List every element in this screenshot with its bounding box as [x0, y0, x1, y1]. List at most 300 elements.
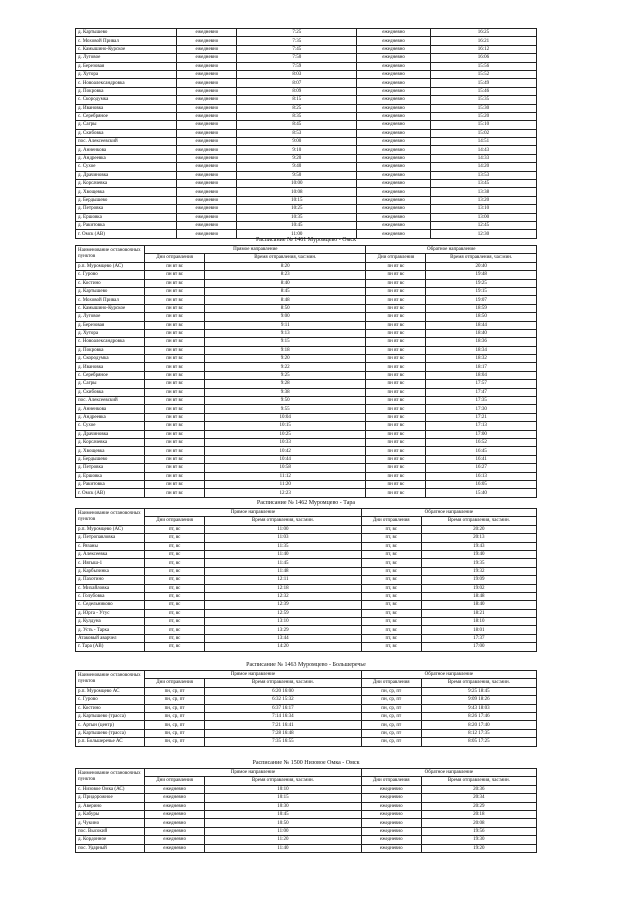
stop-name-cell: д. Ершовка — [76, 472, 145, 480]
days-back-cell: пт, вс — [361, 542, 421, 550]
table-row — [76, 205, 537, 213]
time-back-cell: 17:30 — [426, 405, 537, 413]
days-cell: пт, вс — [145, 534, 205, 542]
table-row — [76, 329, 537, 337]
days-cell: пт, вс — [145, 584, 205, 592]
days-cell: ежедневно — [145, 785, 205, 793]
days-cell: пн вт вс — [145, 296, 205, 304]
time-cell: 9:25 — [205, 371, 366, 379]
days-cell: ежедневно — [177, 104, 237, 112]
days-back-cell: пн, ср, пт — [361, 729, 421, 737]
days-cell: пн вт вс — [145, 329, 205, 337]
time-cell: 6:37 16:17 — [205, 704, 362, 712]
days-back-cell: пн вт вс — [366, 472, 426, 480]
header-forward: Прямое направление — [145, 671, 362, 679]
days-cell: пт, вс — [145, 634, 205, 642]
header-forward: Прямое направление — [145, 769, 362, 777]
days-cell: ежедневно — [177, 54, 237, 62]
days-cell: пн вт вс — [145, 422, 205, 430]
table-row — [76, 704, 537, 712]
days-cell: пн вт вс — [145, 430, 205, 438]
days-back-cell: пт, вс — [361, 609, 421, 617]
days-back-cell: пт, вс — [361, 567, 421, 575]
days-back-cell: пн вт вс — [366, 464, 426, 472]
stop-name-cell: с. Сухое — [76, 163, 177, 171]
days-cell: ежедневно — [177, 213, 237, 221]
time-cell: 12:11 — [205, 576, 362, 584]
days-back-cell: пт, вс — [361, 618, 421, 626]
days-back-cell: пн, ср, пт — [361, 704, 421, 712]
days-cell: пн вт вс — [145, 455, 205, 463]
stop-name-cell: д. Луговое — [76, 313, 145, 321]
time-cell: 9:50 — [237, 171, 357, 179]
table-row — [76, 687, 537, 695]
days-cell: пн, ср, пт — [145, 721, 205, 729]
time-cell: 11:00 — [237, 230, 357, 238]
header-time-back: Время отправления, час:мин. — [421, 777, 536, 785]
time-back-cell: 13:45 — [430, 180, 536, 188]
days-back-cell: ежедневно — [361, 802, 421, 810]
days-cell: пн вт вс — [145, 489, 205, 497]
days-cell: пт, вс — [145, 618, 205, 626]
time-cell: 9:18 — [205, 346, 366, 354]
stop-name-cell: д. Скибовка — [76, 129, 177, 137]
days-back-cell: ежедневно — [357, 138, 431, 146]
time-cell: 9:10 — [237, 146, 357, 154]
days-cell: пн, ср, пт — [145, 696, 205, 704]
table-row — [76, 567, 537, 575]
days-cell: пн вт вс — [145, 388, 205, 396]
days-back-cell: пн вт вс — [366, 388, 426, 396]
table-row — [76, 601, 537, 609]
time-back-cell: 18:40 — [426, 329, 537, 337]
time-cell: 12:32 — [205, 592, 362, 600]
table-row — [76, 271, 537, 279]
time-back-cell: 15:52 — [430, 70, 536, 78]
time-back-cell: 19:48 — [426, 271, 537, 279]
stop-name-cell: д. Ивановка — [76, 104, 177, 112]
time-cell: 7:35 — [237, 37, 357, 45]
time-cell: 7:50 — [237, 54, 357, 62]
table-row — [76, 576, 537, 584]
days-back-cell: ежедневно — [357, 96, 431, 104]
days-cell: пт, вс — [145, 567, 205, 575]
days-cell: пт, вс — [145, 609, 205, 617]
time-back-cell: 18:36 — [426, 338, 537, 346]
time-cell: 9:00 — [237, 138, 357, 146]
stop-name-cell: с. Артын (центр) — [76, 721, 145, 729]
days-cell: ежедневно — [145, 794, 205, 802]
time-back-cell: 18:10 — [421, 618, 536, 626]
time-back-cell: 16:06 — [430, 54, 536, 62]
days-cell: пт, вс — [145, 550, 205, 558]
time-back-cell: 9:25 18:45 — [421, 687, 536, 695]
table-row — [76, 472, 537, 480]
schedule-table — [75, 28, 537, 239]
days-cell: ежедневно — [177, 29, 237, 37]
days-cell: пн, ср, пт — [145, 712, 205, 720]
stop-name-cell: с. Костино — [76, 704, 145, 712]
days-back-cell: ежедневно — [357, 146, 431, 154]
days-cell: ежедневно — [145, 819, 205, 827]
stop-name-cell: д. Драчиновка — [76, 430, 145, 438]
time-back-cell: 15:35 — [430, 96, 536, 104]
table-row — [76, 54, 537, 62]
stop-name-cell: с. Моховой Привал — [76, 296, 145, 304]
days-cell: пн, ср, пт — [145, 687, 205, 695]
days-cell: ежедневно — [177, 129, 237, 137]
days-back-cell: пн вт вс — [366, 455, 426, 463]
table-row — [76, 154, 537, 162]
header-days: Дни отправления — [145, 254, 205, 262]
header-back: Обратное направление — [361, 769, 536, 777]
time-back-cell: 17:37 — [421, 634, 536, 642]
days-back-cell: пт, вс — [361, 584, 421, 592]
time-back-cell: 14:51 — [430, 138, 536, 146]
stop-name-cell: д. Сагры — [76, 121, 177, 129]
days-cell: пн вт вс — [145, 405, 205, 413]
time-back-cell: 8:05 17:25 — [421, 738, 536, 746]
table-row — [76, 422, 537, 430]
time-back-cell: 9:09 18:26 — [421, 696, 536, 704]
header-days-back: Дни отправления — [361, 679, 421, 687]
days-back-cell: ежедневно — [357, 196, 431, 204]
table-row — [76, 542, 537, 550]
days-back-cell: ежедневно — [357, 54, 431, 62]
days-back-cell: ежедневно — [357, 121, 431, 129]
days-back-cell: пн вт вс — [366, 329, 426, 337]
time-cell: 8:25 — [237, 104, 357, 112]
days-back-cell: ежедневно — [357, 213, 431, 221]
days-cell: пн вт вс — [145, 346, 205, 354]
time-cell: 6:20 16:00 — [205, 687, 362, 695]
time-cell: 12:59 — [205, 609, 362, 617]
time-cell: 10:45 — [205, 810, 362, 818]
stop-name-cell: с. Камышино-Курское — [76, 45, 177, 53]
table-row — [76, 70, 537, 78]
days-back-cell: пт, вс — [361, 559, 421, 567]
table-row — [76, 321, 537, 329]
days-back-cell: пн вт вс — [366, 321, 426, 329]
time-back-cell: 19:15 — [426, 287, 537, 295]
header-time-back: Время отправления, час:мин. — [421, 517, 536, 525]
time-back-cell: 18:04 — [426, 371, 537, 379]
stop-name-cell: д. Сагры — [76, 380, 145, 388]
table-row — [76, 104, 537, 112]
time-back-cell: 16:12 — [430, 45, 536, 53]
days-back-cell: пн вт вс — [366, 363, 426, 371]
table-row — [76, 534, 537, 542]
days-cell: ежедневно — [177, 230, 237, 238]
schedule-table — [75, 508, 537, 652]
time-back-cell: 18:44 — [426, 321, 537, 329]
time-back-cell: 19:43 — [421, 542, 536, 550]
time-back-cell: 8:20 17:40 — [421, 721, 536, 729]
table-row — [76, 296, 537, 304]
time-back-cell: 16:27 — [426, 464, 537, 472]
table-row — [76, 388, 537, 396]
time-cell: 11:00 — [205, 525, 362, 533]
header-back: Обратное направление — [361, 671, 536, 679]
days-back-cell: пн вт вс — [366, 338, 426, 346]
days-cell: ежедневно — [145, 836, 205, 844]
stop-name-cell: д. Ивановка — [76, 363, 145, 371]
time-back-cell: 13:38 — [430, 188, 536, 196]
time-back-cell: 19:07 — [426, 296, 537, 304]
stop-name-cell: д. Андреевка — [76, 154, 177, 162]
schedule-title: Расписание № 1463 Муромцево - Большеречье — [246, 662, 366, 668]
table-row — [76, 45, 537, 53]
days-back-cell: ежедневно — [357, 70, 431, 78]
stop-name-cell: пос. Ударный — [76, 844, 145, 852]
days-back-cell: ежедневно — [361, 844, 421, 852]
time-back-cell: 18:34 — [426, 346, 537, 354]
time-cell: 11:20 — [205, 480, 366, 488]
days-cell: пт, вс — [145, 601, 205, 609]
time-cell: 7:35 16:55 — [205, 738, 362, 746]
time-cell: 7:21 16:41 — [205, 721, 362, 729]
days-back-cell: пт, вс — [361, 626, 421, 634]
days-cell: ежедневно — [177, 154, 237, 162]
days-back-cell: ежедневно — [357, 104, 431, 112]
stop-name-cell: д. Картышево — [76, 29, 177, 37]
table-row — [76, 721, 537, 729]
time-cell: 10:42 — [205, 447, 366, 455]
time-cell: 10:08 — [237, 188, 357, 196]
time-cell: 10:04 — [205, 413, 366, 421]
days-back-cell: пт, вс — [361, 550, 421, 558]
time-cell: 9:22 — [205, 363, 366, 371]
time-cell: 9:38 — [205, 388, 366, 396]
time-back-cell: 15:40 — [426, 489, 537, 497]
days-back-cell: пн, ср, пт — [361, 721, 421, 729]
time-cell: 10:15 — [237, 196, 357, 204]
stop-name-cell: с. Михайловка — [76, 584, 145, 592]
days-back-cell: ежедневно — [357, 29, 431, 37]
table-row — [76, 592, 537, 600]
time-cell: 10:15 — [205, 422, 366, 430]
table-row — [76, 738, 537, 746]
table-row — [76, 559, 537, 567]
header-forward: Прямое направление — [145, 246, 366, 254]
stop-name-cell: с. Гурово — [76, 696, 145, 704]
table-row — [76, 525, 537, 533]
table-row — [76, 634, 537, 642]
table-row — [76, 171, 537, 179]
time-cell: 8:45 — [237, 121, 357, 129]
days-cell: пн, ср, пт — [145, 738, 205, 746]
table-row — [76, 121, 537, 129]
time-back-cell: 19:20 — [421, 844, 536, 852]
days-back-cell: пн вт вс — [366, 287, 426, 295]
stop-name-cell: д. Алексеевка — [76, 550, 145, 558]
time-back-cell: 9:43 18:03 — [421, 704, 536, 712]
table-row — [76, 355, 537, 363]
header-days: Дни отправления — [145, 777, 205, 785]
table-row — [76, 380, 537, 388]
time-cell: 11:03 — [205, 534, 362, 542]
days-back-cell: пн вт вс — [366, 304, 426, 312]
stop-name-cell: д. Ракитовка — [76, 221, 177, 229]
stop-name-cell: Атаковый аварчел — [76, 634, 145, 642]
time-back-cell: 13:10 — [430, 205, 536, 213]
table-row — [76, 802, 537, 810]
stop-name-cell: д. Скибовка — [76, 388, 145, 396]
time-cell: 12:39 — [205, 601, 362, 609]
stop-name-cell: д. Кабуры — [76, 810, 145, 818]
stop-name-cell: г. Тара (АВ) — [76, 643, 145, 651]
time-cell: 9:00 — [205, 313, 366, 321]
stop-name-cell: д. Картышево — [76, 287, 145, 295]
days-back-cell: пн вт вс — [366, 422, 426, 430]
time-cell: 9:20 — [205, 355, 366, 363]
time-back-cell: 15:56 — [430, 62, 536, 70]
time-back-cell: 12:45 — [430, 221, 536, 229]
days-back-cell: ежедневно — [357, 188, 431, 196]
days-back-cell: пн вт вс — [366, 279, 426, 287]
stop-name-cell: д. Петровка — [76, 205, 177, 213]
time-cell: 8:03 — [237, 70, 357, 78]
stop-name-cell: д. Пахотино — [76, 576, 145, 584]
days-back-cell: пт, вс — [361, 643, 421, 651]
schedule-title: Расписание № 1500 Низовое Омка - Омск — [252, 760, 360, 766]
time-cell: 10:35 — [237, 213, 357, 221]
days-cell: ежедневно — [145, 802, 205, 810]
stop-name-cell: д. Аверино — [76, 802, 145, 810]
days-cell: ежедневно — [177, 37, 237, 45]
stop-name-cell: д. Придорожное — [76, 794, 145, 802]
table-row — [76, 138, 537, 146]
time-back-cell: 20:29 — [421, 802, 536, 810]
time-back-cell: 16:05 — [426, 480, 537, 488]
time-back-cell: 17:13 — [426, 422, 537, 430]
days-back-cell: пт, вс — [361, 576, 421, 584]
days-cell: пн вт вс — [145, 304, 205, 312]
header-back: Обратное направление — [366, 246, 537, 254]
stop-name-cell: д. Скородумка — [76, 355, 145, 363]
days-cell: ежедневно — [177, 96, 237, 104]
stop-name-cell: пос. Алексеевский — [76, 138, 177, 146]
days-cell: пт, вс — [145, 542, 205, 550]
schedule-title: Расписание № 1461 Муромцево - Омск — [255, 237, 357, 243]
stop-name-cell: с. Новоалександровка — [76, 79, 177, 87]
header-time: Время отправления, час:мин. — [205, 777, 362, 785]
days-back-cell: ежедневно — [357, 37, 431, 45]
time-cell: 10:30 — [205, 802, 362, 810]
table-row — [76, 609, 537, 617]
header-points: Наименование остановочных пунктов — [76, 769, 145, 786]
time-cell: 14:20 — [205, 643, 362, 651]
stop-name-cell: д. Бердышево — [76, 455, 145, 463]
days-back-cell: пн вт вс — [366, 313, 426, 321]
table-row — [76, 794, 537, 802]
time-cell: 8:48 — [205, 296, 366, 304]
header-days: Дни отправления — [145, 679, 205, 687]
days-cell: ежедневно — [177, 121, 237, 129]
time-cell: 7:45 — [237, 45, 357, 53]
time-back-cell: 17:21 — [426, 413, 537, 421]
time-back-cell: 20:08 — [421, 819, 536, 827]
table-row — [76, 371, 537, 379]
days-back-cell: ежедневно — [357, 180, 431, 188]
stop-name-cell: с. Голубовка — [76, 592, 145, 600]
header-points: Наименование остановочных пунктов — [76, 509, 145, 526]
table-row — [76, 643, 537, 651]
days-cell: пн вт вс — [145, 397, 205, 405]
stop-name-cell: д. Корсачевка — [76, 438, 145, 446]
time-back-cell: 14:43 — [430, 146, 536, 154]
table-row — [76, 29, 537, 37]
time-back-cell: 18:01 — [421, 626, 536, 634]
table-row — [76, 79, 537, 87]
days-cell: ежедневно — [177, 205, 237, 213]
days-back-cell: пн вт вс — [366, 405, 426, 413]
schedule-section-1463 — [75, 662, 537, 747]
time-cell: 13:29 — [205, 626, 362, 634]
time-cell: 10:25 — [237, 205, 357, 213]
stop-name-cell: с. Костино — [76, 279, 145, 287]
stop-name-cell: с. Рязаны — [76, 542, 145, 550]
days-cell: пт, вс — [145, 576, 205, 584]
time-back-cell: 18:48 — [421, 592, 536, 600]
stop-name-cell: с. Скородумка — [76, 96, 177, 104]
table-row — [76, 279, 537, 287]
table-row — [76, 262, 537, 270]
time-back-cell: 15:46 — [430, 87, 536, 95]
stop-name-cell: д. Покровка — [76, 87, 177, 95]
days-cell: пн, ср, пт — [145, 704, 205, 712]
schedule-section-1462 — [75, 500, 537, 652]
days-cell: пн вт вс — [145, 363, 205, 371]
days-cell: пн вт вс — [145, 380, 205, 388]
schedule-table — [75, 768, 537, 853]
stop-name-cell: д. Юрга - Утус — [76, 609, 145, 617]
stop-name-cell: д. Карбызинка — [76, 567, 145, 575]
time-back-cell: 16:21 — [430, 37, 536, 45]
time-cell: 9:55 — [205, 405, 366, 413]
time-back-cell: 15:10 — [430, 121, 536, 129]
table-row — [76, 313, 537, 321]
stop-name-cell: с. Ивтыш-1 — [76, 559, 145, 567]
stop-name-cell: д. Чукино — [76, 819, 145, 827]
stop-name-cell: с. Серебряное — [76, 371, 145, 379]
schedule-section-1500 — [75, 760, 537, 853]
stop-name-cell: д. Хвощевка — [76, 188, 177, 196]
days-back-cell: пт, вс — [361, 534, 421, 542]
time-back-cell: 16:41 — [426, 455, 537, 463]
days-back-cell: ежедневно — [357, 87, 431, 95]
time-cell: 8:23 — [205, 271, 366, 279]
time-back-cell: 20:20 — [421, 525, 536, 533]
days-back-cell: ежедневно — [357, 79, 431, 87]
days-back-cell: пн вт вс — [366, 438, 426, 446]
time-back-cell: 19:02 — [421, 584, 536, 592]
header-days-back: Дни отправления — [361, 777, 421, 785]
days-cell: пн вт вс — [145, 279, 205, 287]
time-cell: 10:58 — [205, 464, 366, 472]
time-back-cell: 13:00 — [430, 213, 536, 221]
table-row — [76, 712, 537, 720]
days-cell: ежедневно — [177, 171, 237, 179]
time-back-cell: 18:50 — [426, 313, 537, 321]
table-row — [76, 188, 537, 196]
table-row — [76, 112, 537, 120]
days-cell: ежедневно — [177, 221, 237, 229]
days-cell: ежедневно — [177, 146, 237, 154]
stop-name-cell: с. Гурово — [76, 271, 145, 279]
days-cell: ежедневно — [177, 87, 237, 95]
table-row — [76, 129, 537, 137]
